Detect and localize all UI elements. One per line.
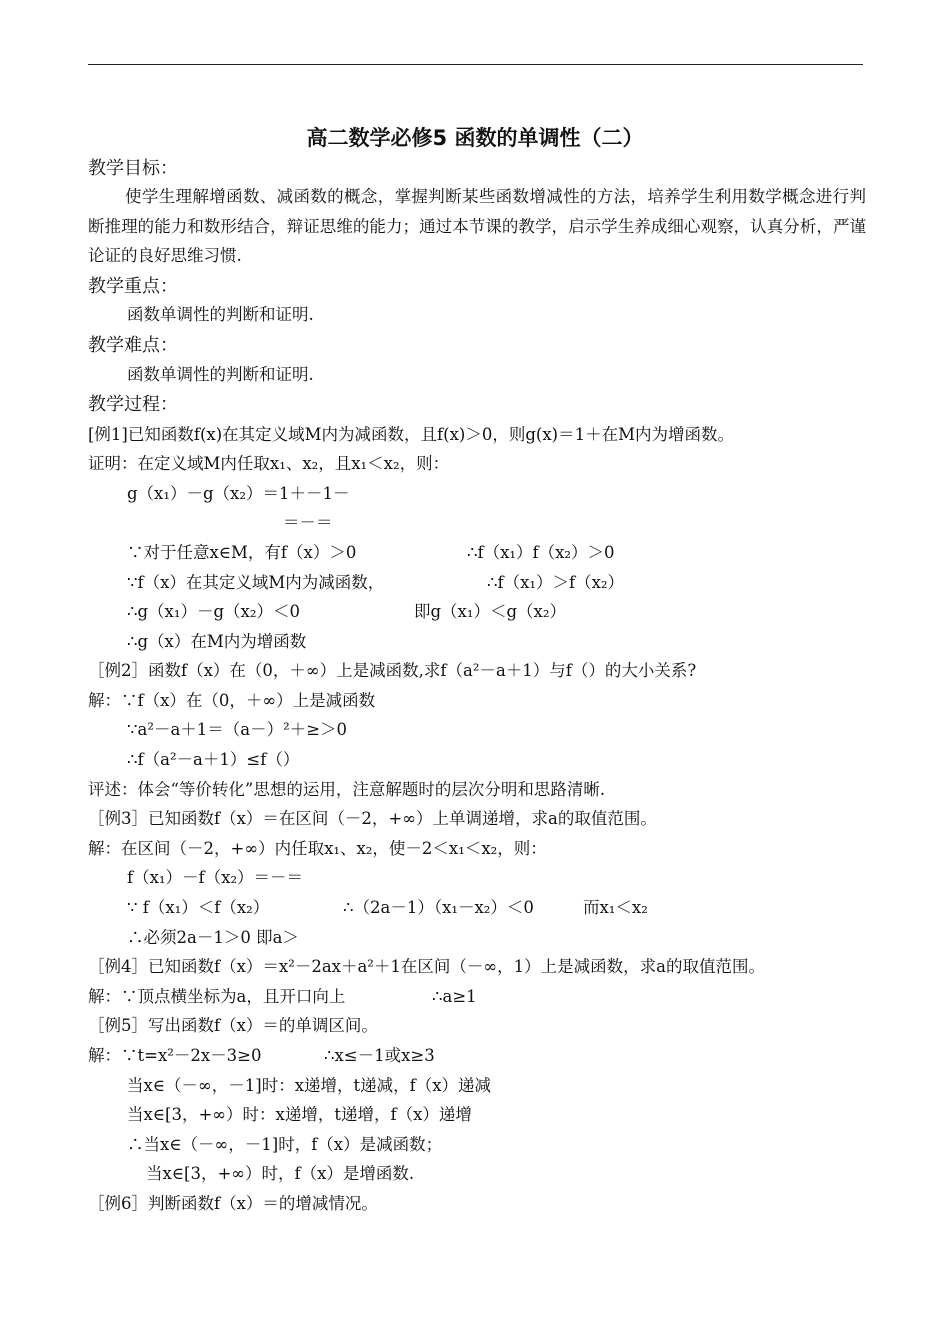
section-heading-h-diff: 教学难点：	[88, 335, 178, 356]
text-line-ex1-l4b: ∴f（x₁）＞f（x₂）	[487, 573, 625, 592]
text-line-ex3-sol3b: ∴（2a－1）（x₁－x₂）＜0	[343, 898, 534, 917]
teaching-goal-paragraph: 使学生理解增函数、减函数的概念，掌握判断某些函数增减性的方法，培养学生利用数学概念进行判断推理的能力和数形结合，辩证思维的能力；通过本节课的教学，启示学生养成细心观察，认真分析，严谨论证的良好思维习惯.	[88, 187, 866, 266]
text-line-ex1-l3a: ∵对于任意x∈M，有f（x）＞0	[127, 543, 357, 562]
text-line-ex2-sol2: ∵a²－a＋1＝（a－）²＋≥＞0	[127, 720, 348, 739]
text-line-ex1-l5a: ∴g（x₁）－g（x₂）＜0	[127, 602, 300, 621]
header-rule	[88, 64, 863, 65]
text-line-ex5-sol1b: ∴x≤－1或x≥3	[324, 1046, 435, 1065]
page-title: 高二数学必修5 函数的单调性（二）	[306, 126, 644, 150]
text-line-ex2-sol1: 解：∵f（x）在（0，＋∞）上是减函数	[88, 691, 376, 710]
text-line-ex2: ［例2］函数f（x）在（0，＋∞）上是减函数,求f（a²－a＋1）与f（）的大小关系?	[88, 661, 697, 680]
text-line-ex1-l6: ∴g（x）在M内为增函数	[127, 632, 307, 651]
text-line-ex1: [例1]已知函数f(x)在其定义域M内为减函数，且f(x)＞0，则g(x)＝1＋在M内为增函数。	[88, 425, 734, 444]
text-line-ex5-sol5: 当x∈[3，+∞）时，f（x）是增函数.	[146, 1164, 415, 1183]
text-line-ex1-l4a: ∵f（x）在其定义域M内为减函数，	[127, 573, 385, 592]
text-line-key-text: 函数单调性的判断和证明.	[127, 305, 314, 324]
text-line-ex1-l3b: ∴f（x₁）f（x₂）＞0	[467, 543, 615, 562]
section-heading-h-key: 教学重点：	[88, 276, 178, 297]
text-line-ex4-sol-b: ∴a≥1	[432, 987, 477, 1006]
text-line-ex6: ［例6］判断函数f（x）＝的增减情况。	[88, 1194, 378, 1213]
text-line-ex1-proof: 证明：在定义域M内任取x₁、x₂，且x₁＜x₂，则：	[88, 454, 450, 473]
text-line-ex3-sol4: ∴必须2a－1＞0 即a＞	[127, 928, 299, 947]
text-line-ex3: ［例3］已知函数f（x）＝在区间（－2，+∞）上单调递增，求a的取值范围。	[88, 809, 657, 828]
text-line-ex5-sol2: 当x∈（－∞，－1]时：x递增，t递减，f（x）递减	[127, 1076, 492, 1095]
text-line-ex4: ［例4］已知函数f（x）＝x²－2ax＋a²＋1在区间（－∞，1）上是减函数，求a的取值范围。	[88, 957, 765, 976]
text-line-ex3-sol2: f（x₁）－f（x₂）＝－＝	[127, 868, 304, 887]
text-line-ex5-sol3: 当x∈[3，+∞）时：x递增，t递增，f（x）递增	[127, 1105, 472, 1124]
section-heading-h-proc: 教学过程：	[88, 394, 178, 415]
text-line-ex2-sol3: ∴f（a²－a＋1）≤f（）	[127, 750, 300, 769]
text-line-ex1-l1: g（x₁）－g（x₂）＝1＋－1－	[127, 484, 350, 503]
section-heading-h-goal: 教学目标：	[88, 158, 178, 179]
text-line-ex5-sol4: ∴当x∈（－∞，－1]时，f（x）是减函数；	[127, 1135, 443, 1154]
text-line-ex5: ［例5］写出函数f（x）＝的单调区间。	[88, 1016, 378, 1035]
text-line-ex2-comment: 评述：体会“等价转化”思想的运用，注意解题时的层次分明和思路清晰.	[88, 780, 606, 799]
text-line-diff-text: 函数单调性的判断和证明.	[127, 365, 314, 384]
text-line-ex4-sol-a: 解：∵顶点横坐标为a，且开口向上	[88, 987, 346, 1006]
text-line-ex3-sol3a: ∵ f（x₁）＜f（x₂）	[127, 898, 270, 917]
text-line-ex3-sol1: 解：在区间（－2，+∞）内任取x₁、x₂，使－2＜x₁＜x₂，则：	[88, 839, 547, 858]
text-line-ex1-l5b: 即g（x₁）＜g（x₂）	[414, 602, 566, 621]
text-line-ex5-sol1a: 解：∵t=x²－2x－3≥0	[88, 1046, 262, 1065]
text-line-ex3-sol3c: 而x₁＜x₂	[583, 898, 648, 917]
text-line-ex1-l2: ＝－＝	[283, 513, 333, 532]
